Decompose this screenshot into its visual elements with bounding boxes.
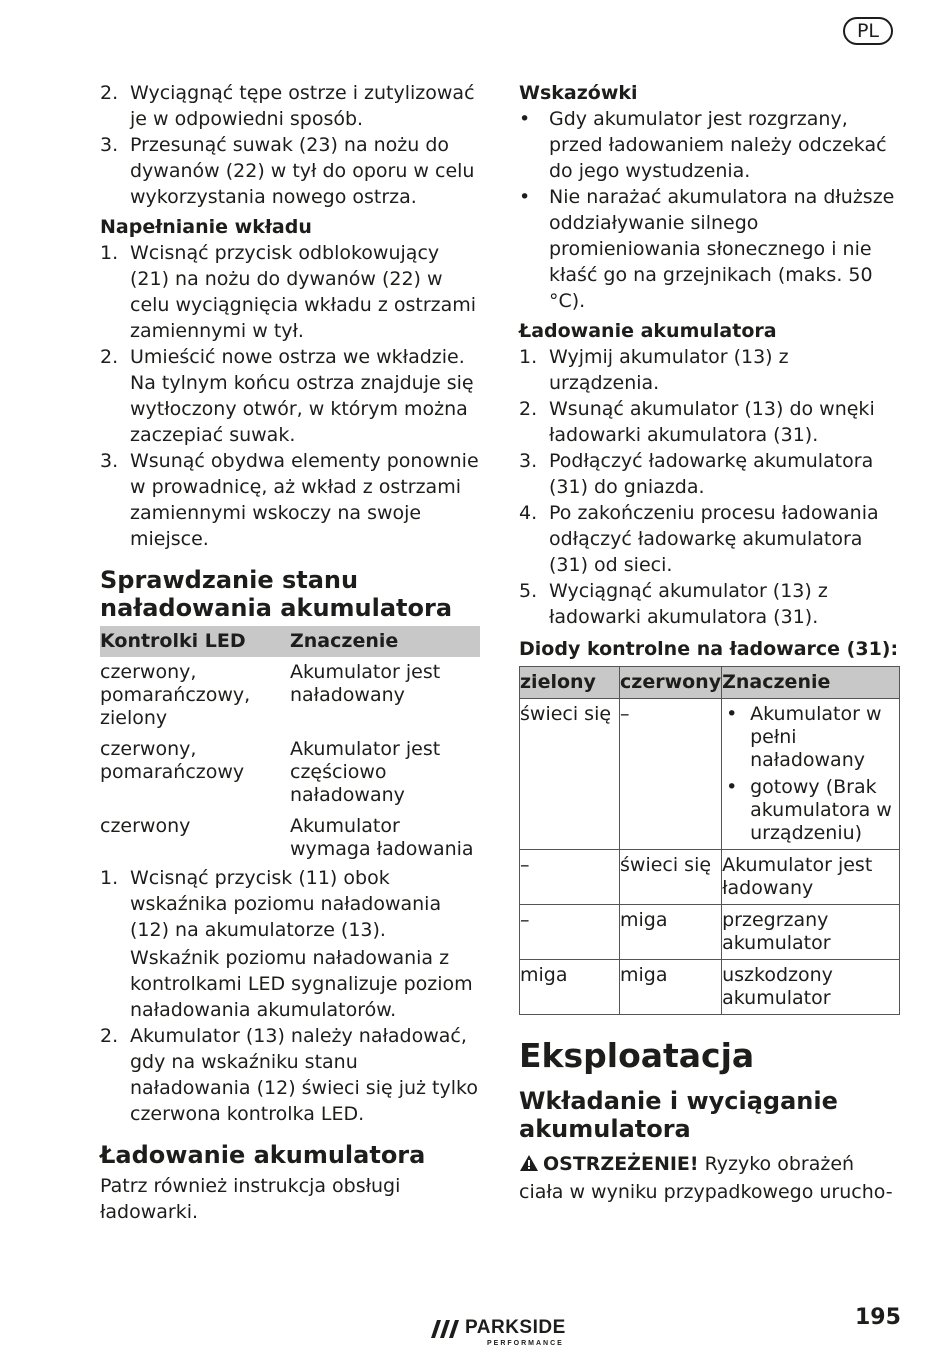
heading-insert-remove: Wkładanie i wyciąganie akumulatora [519, 1087, 838, 1143]
refill-steps [100, 240, 480, 552]
charge-check-steps [100, 865, 480, 1127]
bullet-icon: • [726, 776, 738, 798]
table-cell: czerwony, pomarańczowy [100, 738, 245, 783]
table-cell [722, 699, 900, 850]
list-item: 3. Wsunąć obydwa elementy ponownie w prowadnicę, aż wkład z ostrzami zamiennymi wskoczy na swoje miejsce. [100, 450, 479, 550]
table-cell: uszkodzony akumulator [722, 960, 900, 1015]
list-item: 2. Wyciągnąć tępe ostrze i zutylizować je w odpowiedni sposób. [100, 82, 475, 130]
warning-triangle-icon [519, 1153, 539, 1179]
column-header: zielony [520, 667, 620, 699]
list-item: 1. Wyjmij akumulator (13) z urządzenia. [519, 346, 789, 394]
bullet-icon: • [519, 108, 531, 130]
table-header-row [520, 667, 900, 699]
table-cell: świeci się [520, 699, 620, 850]
table-row [100, 657, 480, 734]
blade-replace-steps [100, 80, 480, 210]
table-cell: miga [620, 960, 722, 1015]
left-column [100, 80, 480, 1225]
column-header: czerwony [620, 667, 722, 699]
table-cell: – [520, 905, 620, 960]
column-header: Znaczenie [722, 667, 900, 699]
list-item: • Akumulator w pełni naładowany [726, 703, 882, 771]
brand-name: PARKSIDE [465, 1317, 566, 1338]
table-row [520, 905, 900, 960]
language-badge: PL [843, 17, 893, 45]
table-row [520, 850, 900, 905]
table-cell: Akumulator jest ładowany [722, 850, 900, 905]
logo-stripes-icon [431, 1320, 461, 1340]
tips-list [519, 106, 900, 314]
list-item: • Nie narażać akumulatora na dłuższe oddziaływanie silnego promieniowania słonecznego i nie kłaść go na grzejnikach (maks. 50 °C). [519, 186, 895, 312]
page-number: 195 [855, 1305, 901, 1330]
list-item: 3. Przesunąć suwak (23) na nożu do dywanów (22) w tył do oporu w celu wykorzystania nowego ostrza. [100, 134, 475, 208]
heading-operation: Eksploatacja [519, 1036, 755, 1075]
table-cell: przegrzany akumulator [722, 905, 900, 960]
list-item: • gotowy (Brak akumulatora w urządzeniu) [726, 776, 892, 844]
warning-label: OSTRZEŻENIE! [543, 1153, 699, 1175]
list-item: 4. Po zakończeniu procesu ładowania odłączyć ładowarkę akumulatora (31) od sieci. [519, 502, 879, 576]
meaning-list [722, 703, 899, 845]
bullet-icon: • [519, 186, 531, 208]
brand-subline: PERFORMANCE [487, 1340, 564, 1347]
table-cell: miga [520, 960, 620, 1015]
list-item: 1. Wcisnąć przycisk (11) obok wskaźnika poziomu naładowania (12) na akumulatorze (13). Wskaźnik poziomu naładowania z kontrolkami LED sygnalizuje poziom naładowania akumulatorów. [100, 867, 473, 1021]
subheading-refill: Napełnianie wkładu [100, 216, 312, 238]
list-item: • Gdy akumulator jest rozgrzany, przed ładowaniem należy odczekać do jego wystudzenia. [519, 108, 887, 182]
table-cell: miga [620, 905, 722, 960]
table-cell: Akumulator jest częściowo naładowany [290, 738, 441, 806]
table-cell: Akumulator wymaga ładowania [290, 815, 474, 860]
subheading-diodes: Diody kontrolne na ładowarce (31): [519, 638, 899, 660]
table-cell: świeci się [620, 850, 722, 905]
table-cell: – [520, 850, 620, 905]
column-header: Kontrolki LED [100, 626, 290, 657]
list-item: 5. Wyciągnąć akumulator (13) z ładowarki akumulatora (31). [519, 580, 828, 628]
charging-steps [519, 344, 900, 630]
subheading-tips: Wskazówki [519, 82, 638, 104]
list-item: 3. Podłączyć ładowarkę akumulatora (31) do gniazda. [519, 450, 874, 498]
right-column [519, 80, 900, 1205]
bullet-icon: • [726, 703, 738, 725]
warning-text: Ryzyko obrażeń ciała w wyniku przypadkowego urucho- [519, 1153, 893, 1203]
list-item: 2. Umieścić nowe ostrza we wkładzie. Na tylnym końcu ostrza znajduje się wytłoczony otwór, w którym można zaczepiać suwak. [100, 346, 474, 446]
table-row [520, 699, 900, 850]
column-header: Znaczenie [290, 626, 480, 657]
diode-table [519, 666, 900, 1015]
heading-charging: Ładowanie akumulatora [100, 1141, 426, 1169]
table-cell: Akumulator jest naładowany [290, 661, 441, 706]
brand-logo [431, 1317, 591, 1351]
heading-charge-state: Sprawdzanie stanu naładowania akumulatora [100, 566, 453, 622]
led-table [100, 626, 480, 865]
list-item: 2. Akumulator (13) należy naładować, gdy na wskaźniku stanu naładowania (12) świeci się już tylko czerwona kontrolka LED. [100, 1025, 478, 1125]
list-item: 1. Wcisnąć przycisk odblokowujący (21) na nożu do dywanów (22) w celu wyciągnięcia wkładu z ostrzami zamiennymi w tył. [100, 242, 477, 342]
warning-paragraph [519, 1151, 900, 1205]
table-cell: czerwony, pomarańczowy, zielony [100, 661, 251, 729]
table-cell: – [620, 699, 722, 850]
table-row [100, 811, 480, 865]
subheading-charging: Ładowanie akumulatora [519, 320, 777, 342]
table-cell: czerwony [100, 815, 191, 837]
table-header-row [100, 626, 480, 657]
table-row [520, 960, 900, 1015]
charging-note: Patrz również instrukcja obsługi ładowarki. [100, 1175, 401, 1223]
table-row [100, 734, 480, 811]
list-item: 2. Wsunąć akumulator (13) do wnęki ładowarki akumulatora (31). [519, 398, 875, 446]
